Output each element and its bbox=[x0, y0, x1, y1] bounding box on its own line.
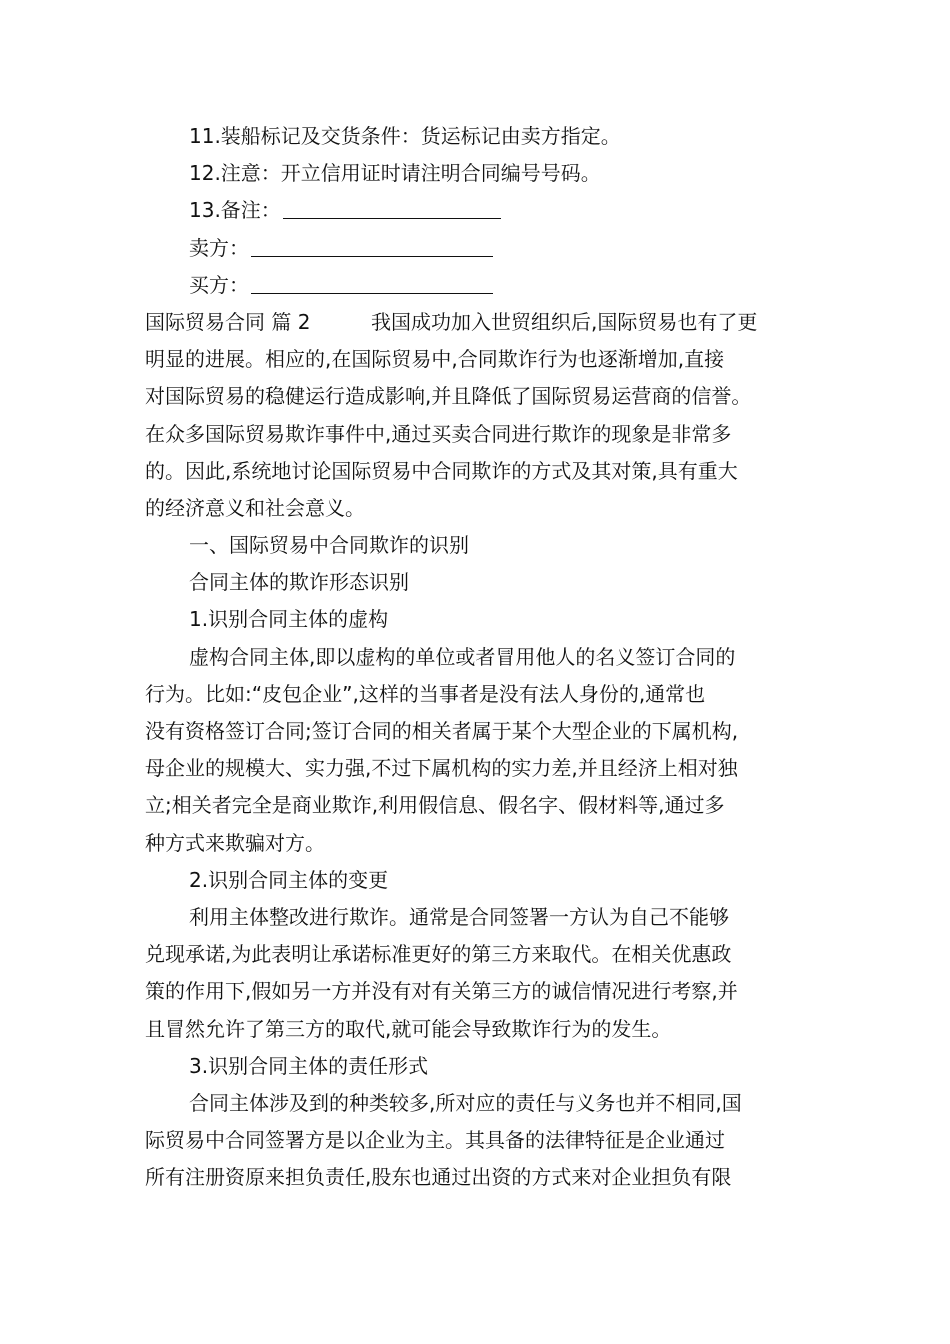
sub2-line-4: 且冒然允许了第三方的取代,就可能会导致欺诈行为的发生。 bbox=[145, 1016, 672, 1041]
sub2-line-3: 策的作用下,假如另一方并没有对有关第三方的诚信情况进行考察,并 bbox=[145, 979, 738, 1004]
section-intro-line bbox=[145, 304, 817, 341]
remarks-blank bbox=[283, 196, 501, 219]
sub1-line-3: 没有资格签订合同;签订合同的相关者属于某个大型企业的下属机构, bbox=[145, 719, 739, 743]
seller-label: 卖方： bbox=[189, 235, 249, 260]
document-body bbox=[145, 118, 817, 1196]
seller-line bbox=[145, 230, 817, 267]
intro-line-5: 的。因此,系统地讨论国际贸易中合同欺诈的方式及其对策,具有重大 bbox=[145, 458, 738, 483]
sub1-line-5: 立;相关者完全是商业欺诈,利用假信息、假名字、假材料等,通过多 bbox=[145, 793, 725, 818]
intro-line-4: 在众多国际贸易欺诈事件中,通过买卖合同进行欺诈的现象是非常多 bbox=[145, 421, 732, 446]
intro-line-3: 对国际贸易的稳健运行造成影响,并且降低了国际贸易运营商的信誉。 bbox=[145, 384, 752, 409]
intro-line-1: 我国成功加入世贸组织后,国际贸易也有了更 bbox=[371, 309, 758, 334]
sub1-line-1: 虚构合同主体,即以虚构的单位或者冒用他人的名义签订合同的 bbox=[189, 644, 736, 669]
seller-blank bbox=[251, 234, 493, 257]
subsection-1-title: 1.识别合同主体的虚构 bbox=[189, 607, 389, 632]
subsection-3-title: 3.识别合同主体的责任形式 bbox=[189, 1053, 429, 1078]
sub1-line-2: 行为。比如:“皮包企业”,这样的当事者是没有法人身份的,通常也 bbox=[145, 681, 706, 706]
heading-1: 一、国际贸易中合同欺诈的识别 bbox=[189, 533, 469, 558]
clause-11: 11.装船标记及交货条件：货运标记由卖方指定。 bbox=[189, 124, 621, 148]
sub1-line-4: 母企业的规模大、实力强,不过下属机构的实力差,并且经济上相对独 bbox=[145, 756, 738, 781]
intro-line-2: 明显的进展。相应的,在国际贸易中,合同欺诈行为也逐渐增加,直接 bbox=[145, 347, 725, 372]
remarks-line bbox=[145, 192, 817, 229]
intro-line-6: 的经济意义和社会意义。 bbox=[145, 495, 365, 520]
sub3-line-2: 际贸易中合同签署方是以企业为主。其具备的法律特征是企业通过 bbox=[145, 1128, 725, 1153]
sub3-line-1: 合同主体涉及到的种类较多,所对应的责任与义务也并不相同,国 bbox=[189, 1090, 742, 1115]
section-title: 国际贸易合同 篇 2 bbox=[145, 309, 311, 334]
sub2-line-2: 兑现承诺,为此表明让承诺标准更好的第三方来取代。在相关优惠政 bbox=[145, 942, 732, 967]
remarks-label: 13.备注： bbox=[189, 198, 281, 223]
heading-2: 合同主体的欺诈形态识别 bbox=[189, 570, 409, 595]
buyer-line bbox=[145, 267, 817, 304]
buyer-label: 买方： bbox=[189, 272, 249, 297]
buyer-blank bbox=[251, 271, 493, 294]
subsection-2-title: 2.识别合同主体的变更 bbox=[189, 867, 389, 892]
clause-12: 12.注意：开立信用证时请注明合同编号号码。 bbox=[189, 161, 601, 186]
sub3-line-3: 所有注册资原来担负责任,股东也通过出资的方式来对企业担负有限 bbox=[145, 1165, 732, 1190]
sub1-line-6: 种方式来欺骗对方。 bbox=[145, 830, 325, 855]
sub2-line-1: 利用主体整改进行欺诈。通常是合同签署一方认为自己不能够 bbox=[189, 904, 729, 929]
